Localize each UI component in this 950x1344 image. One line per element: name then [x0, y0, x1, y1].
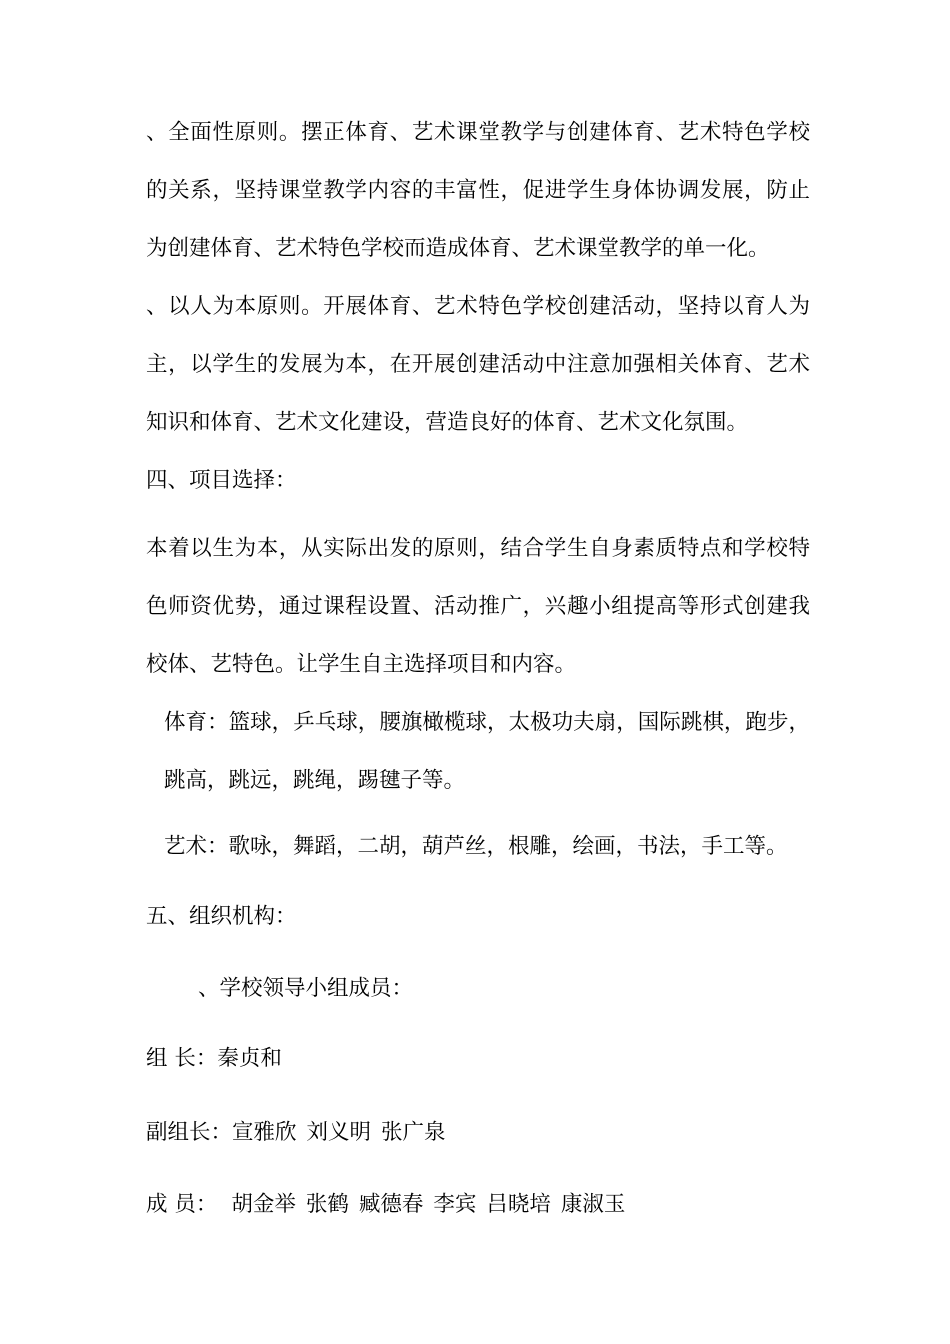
paragraph-sports-items: 体育：篮球，乒乓球，腰旗橄榄球，太极功夫扇，国际跳棋，跑步，跳高，跳远，跳绳，踢毽子等。 — [164, 710, 810, 793]
heading-organization: 五、组织机构： — [146, 904, 297, 929]
members-label: 成 员： — [146, 1192, 218, 1217]
paragraph-art-items: 艺术：歌咏，舞蹈，二胡，葫芦丝，根雕，绘画，书法，手工等。 — [164, 834, 788, 859]
member-name: 胡金举 — [231, 1192, 296, 1217]
vice-leader-row — [146, 1118, 446, 1148]
vice-leader-name: 刘义明 — [306, 1120, 372, 1145]
member-name: 吕晓培 — [486, 1192, 551, 1217]
member-name: 臧德春 — [358, 1192, 424, 1217]
vice-leader-name: 张广泉 — [381, 1120, 446, 1145]
vice-leader-label: 副组长： — [146, 1120, 233, 1145]
leader-name: 秦贞和 — [217, 1046, 282, 1071]
paragraph-people-oriented-principle: 、以人为本原则。开展体育、艺术特色学校创建活动，坚持以育人为主，以学生的发展为本，在开展创建活动中注意加强相关体育、艺术知识和体育、艺术文化建设，营造良好的体育、艺术文化氛围。 — [146, 294, 810, 435]
members-row — [146, 1190, 625, 1220]
subheading-leadership-group: 、学校领导小组成员： — [198, 976, 414, 1001]
leader-label: 组 长： — [146, 1046, 218, 1071]
paragraph-comprehensive-principle: 、全面性原则。摆正体育、艺术课堂教学与创建体育、艺术特色学校的关系，坚持课堂教学内容的丰富性，促进学生身体协调发展，防止为创建体育、艺术特色学校而造成体育、艺术课堂教学的单一化。 — [146, 120, 810, 261]
member-name: 李宾 — [433, 1192, 477, 1217]
leader-row — [146, 1044, 282, 1074]
member-name: 康淑玉 — [560, 1192, 626, 1217]
vice-leader-name: 宣雅欣 — [232, 1120, 297, 1145]
paragraph-project-selection: 本着以生为本，从实际出发的原则，结合学生自身素质特点和学校特色师资优势，通过课程设置、活动推广，兴趣小组提高等形式创建我校体、艺特色。让学生自主选择项目和内容。 — [146, 536, 810, 677]
heading-project-selection: 四、项目选择： — [146, 468, 297, 493]
member-name: 张鹤 — [305, 1192, 349, 1217]
